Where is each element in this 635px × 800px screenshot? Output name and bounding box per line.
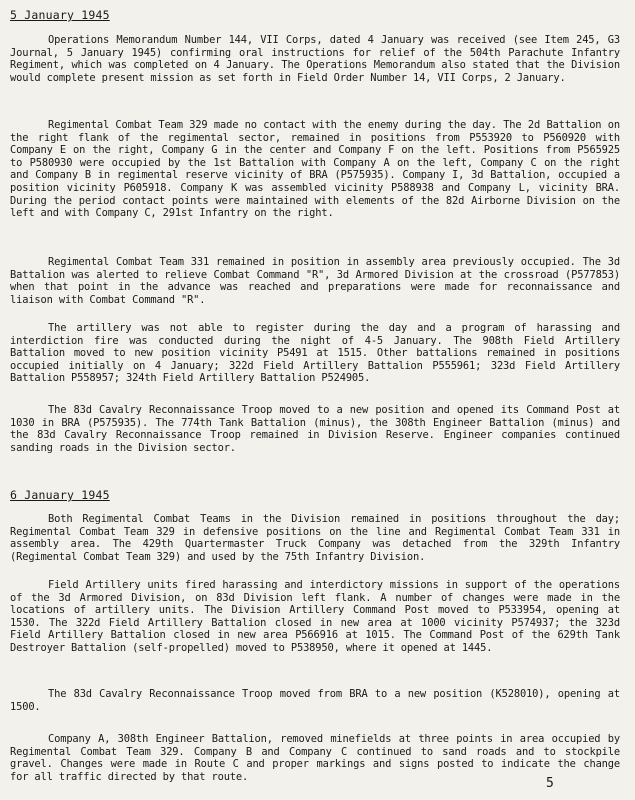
paragraph: Company A, 308th Engineer Battalion, removed minefields at three points in area occupied by Regimental Combat Team 329. Company B and Company C continued to sand roads and to stockpile gravel. Changes were made in Route C and proper markings and signs posted to indicate the change for all traffic directed by that route.: [10, 733, 620, 783]
paragraph: The artillery was not able to register during the day and a program of harassing and interdiction fire was conducted during the night of 4-5 January. The 908th Field Artillery Battalion moved to new position vicinity P5491 at 1515. Other battalions remained in positions occupied initially on 4 January; 322d Field Artillery Battalion P555961; 323d Field Artillery Battalion P558957; 324th Field Artillery Battalion P524905.: [10, 322, 620, 385]
paragraph: The 83d Cavalry Reconnaissance Troop moved to a new position and opened its Command Post at 1030 in BRA (P575935). The 774th Tank Battalion (minus), the 308th Engineer Battalion (minus) and the 83d Cavalry Reconnaissance Troop remained in Division Reserve. Engineer companies continued sanding roads in the Division sector.: [10, 404, 620, 454]
paragraph: Field Artillery units fired harassing and interdictory missions in support of the operations of the 3d Armored Division, on 83d Division left flank. A number of changes were made in the locations of artillery units. The Division Artillery Command Post moved to P533954, opening at 1530. The 322d Field Artillery Battalion closed in new area at 1000 vicinity P574937; the 323d Field Artillery Battalion closed in new area P566916 at 1015. The Command Post of the 629th Tank Destroyer Battalion (self-propelled) moved to P538950, where it opened at 1445.: [10, 579, 620, 654]
date-heading: 5 January 1945: [10, 8, 110, 22]
paragraph: Operations Memorandum Number 144, VII Corps, dated 4 January was received (see Item 245, G3 Journal, 5 January 1945) confirming oral instructions for relief of the 504th Parachute Infantry Regiment, which was completed on 4 January. The Operations Memorandum also stated that the Division would complete present mission as set forth in Field Order Number 14, VII Corps, 2 January.: [10, 34, 620, 84]
paragraph: Both Regimental Combat Teams in the Division remained in positions throughout the day; Regimental Combat Team 329 in defensive positions on the line and Regimental Combat Team 331 in assembly area. The 429th Quartermaster Truck Company was detached from the 329th Infantry (Regimental Combat Team 329) and used by the 75th Infantry Division.: [10, 513, 620, 563]
page-number: 5: [546, 776, 554, 791]
paragraph: Regimental Combat Team 329 made no contact with the enemy during the day. The 2d Battalion on the right flank of the regimental sector, remained in positions from P553920 to P560920 with Company E on the right, Company G in the center and Company F on the left. Positions from P565925 to P580930 were occupied by the 1st Battalion with Company A on the left, Company C on the right and Company B in regimental reserve vicinity of BRA (P575935). Company I, 3d Battalion, occupied a position vicinity P605918. Company K was assembled vicinity P588938 and Company L, vicinity BRA. During the period contact points were maintained with elements of the 82d Airborne Division on the left and with Company C, 291st Infantry on the right.: [10, 119, 620, 220]
paragraph: Regimental Combat Team 331 remained in position in assembly area previously occupied. The 3d Battalion was alerted to relieve Combat Command "R", 3d Armored Division at the crossroad (P577853) when that point in the advance was reached and preparations were made for reconnaissance and liaison with Combat Command "R".: [10, 256, 620, 306]
date-heading: 6 January 1945: [10, 488, 110, 502]
paragraph: The 83d Cavalry Reconnaissance Troop moved from BRA to a new position (K528010), opening at 1500.: [10, 688, 620, 713]
